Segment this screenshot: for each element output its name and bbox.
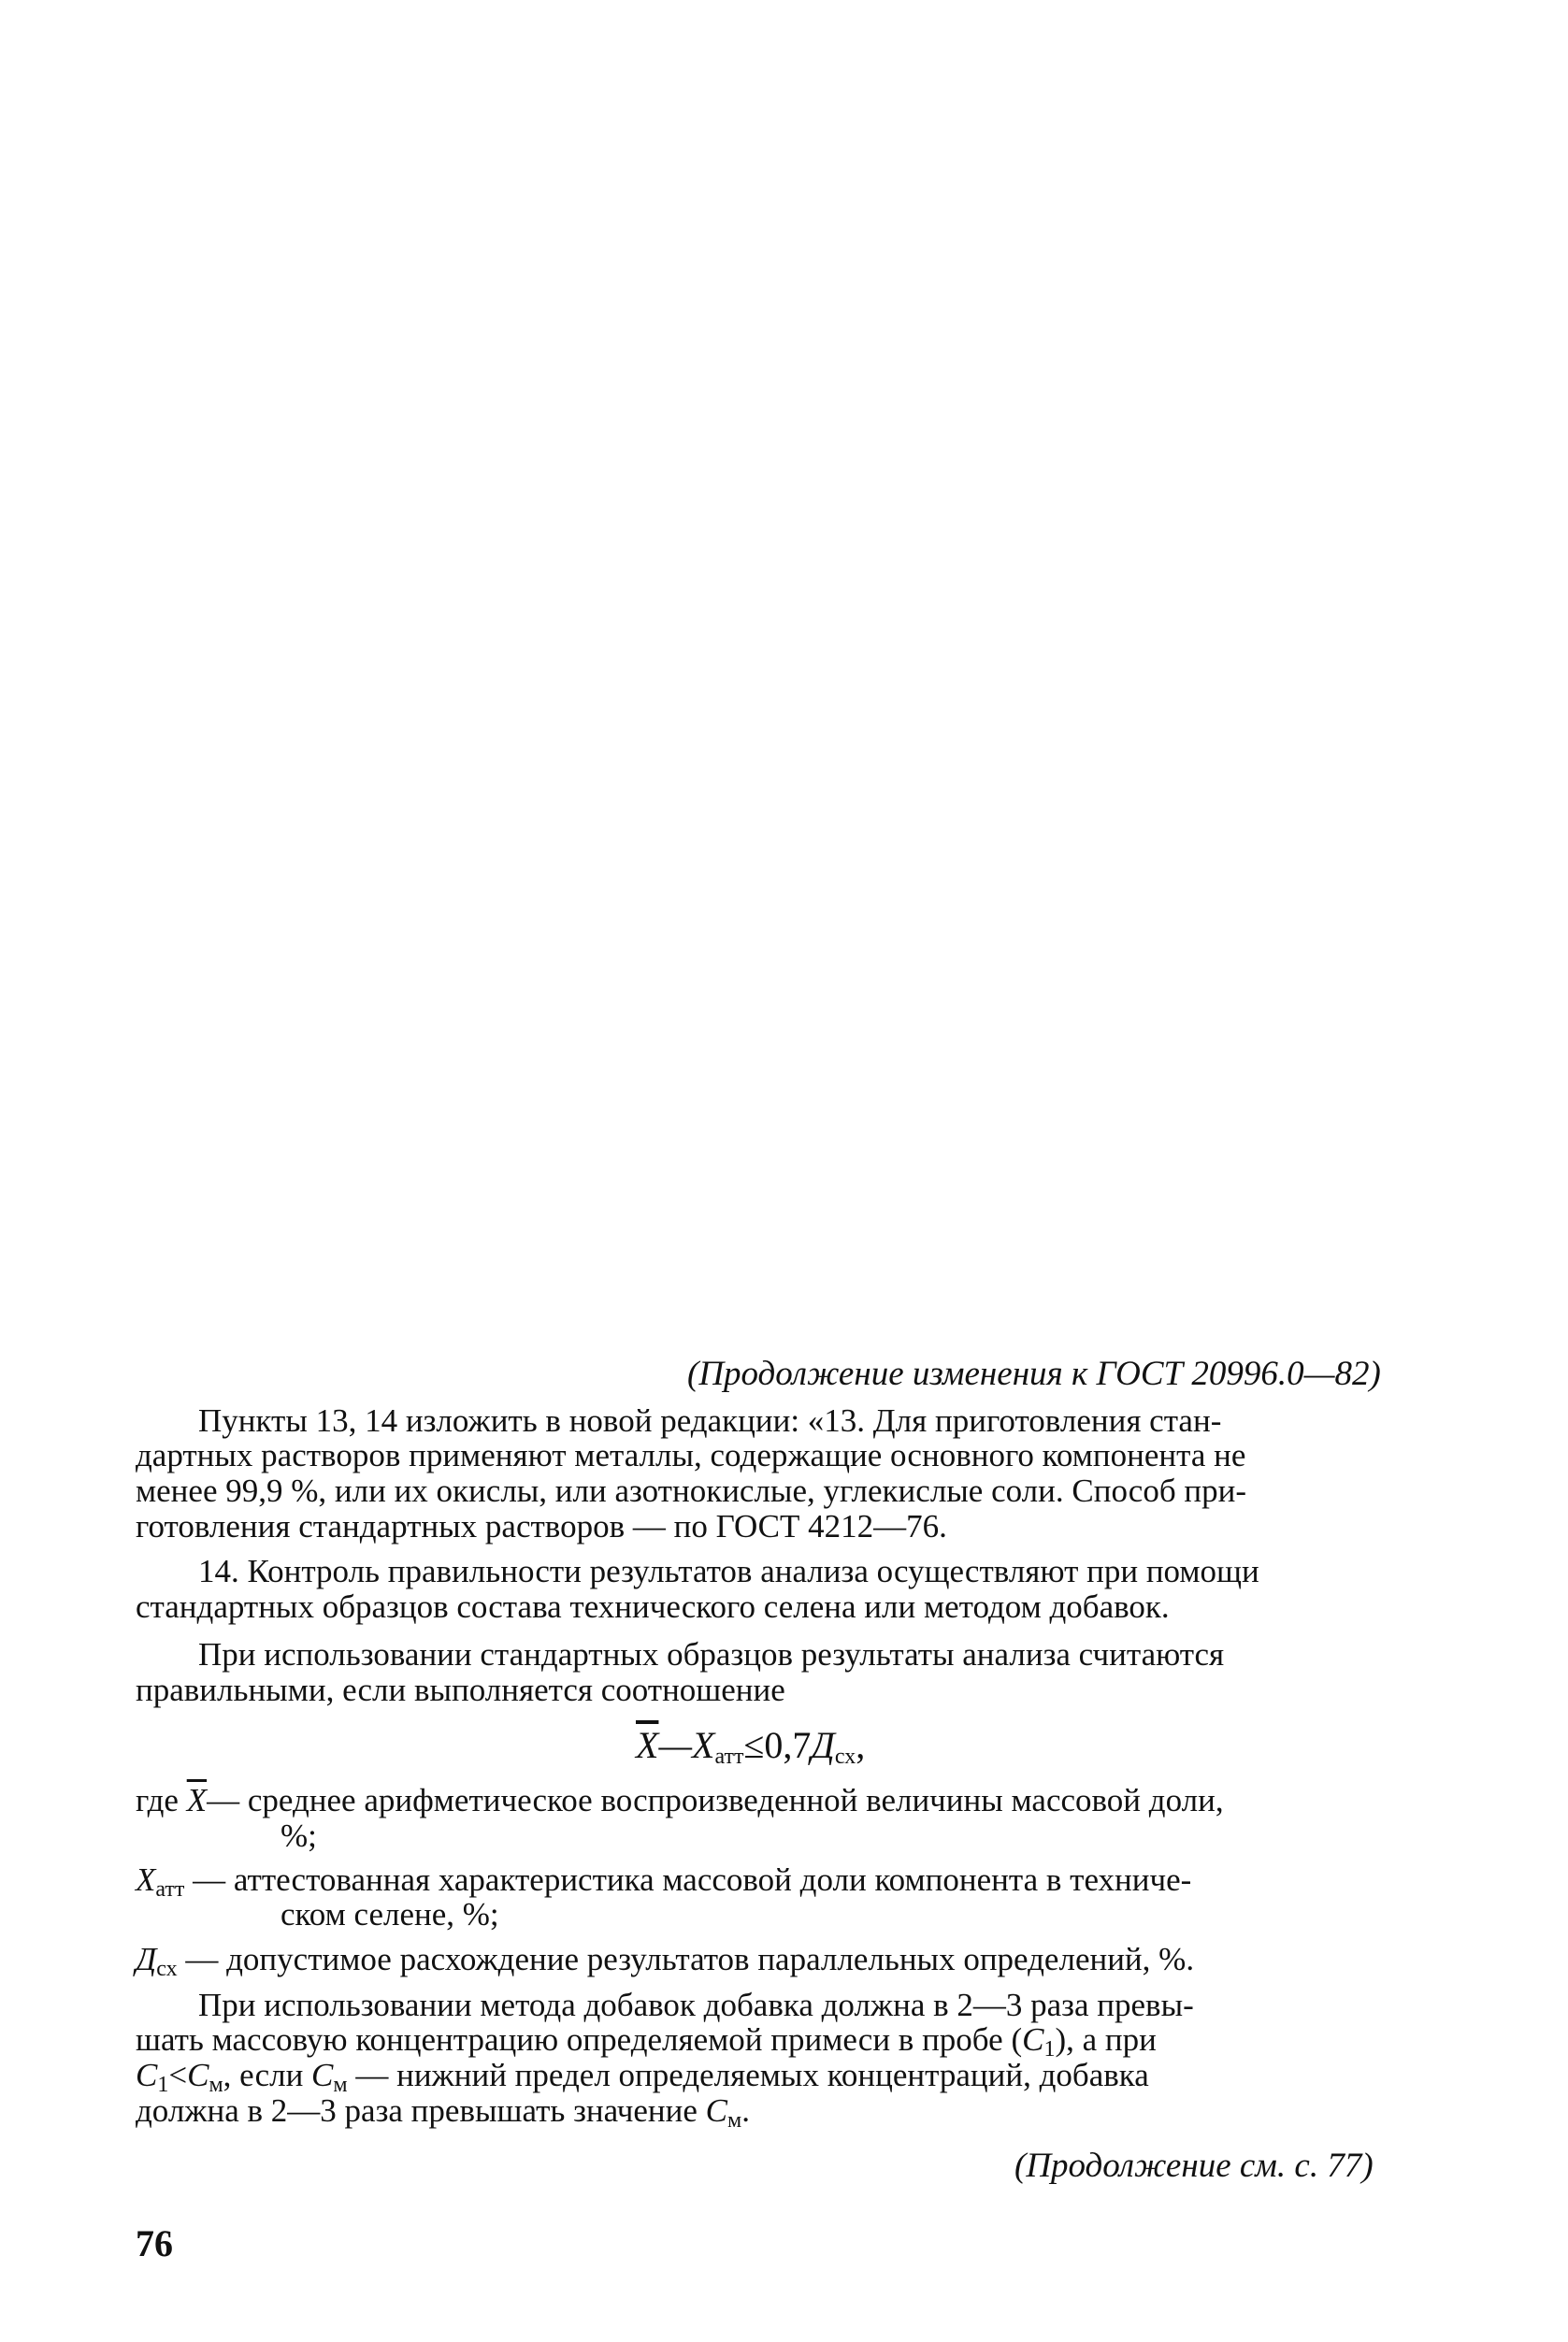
definition-3-sub: сх (156, 1957, 178, 1981)
where-label: где (136, 1782, 179, 1818)
continuation-header: (Продолжение изменения к ГОСТ 20996.0—82) (687, 1355, 1381, 1393)
additive-line-3 (136, 2057, 1149, 2097)
formula-x-att: X (692, 1724, 715, 1766)
formula-x-att-sub: атт (714, 1745, 744, 1769)
formula-d: Д (811, 1724, 835, 1766)
formula-end: , (856, 1724, 866, 1766)
additive-l4-cm: C (705, 2092, 728, 2129)
additive-l3-cm: C (187, 2057, 209, 2093)
additive-l3-cm2-sub: м (333, 2073, 348, 2097)
additive-l3-b: — нижний предел определяемых концентраций, добавка (355, 2057, 1149, 2093)
additive-l4-a: должна в 2—3 раза превышать значение (136, 2092, 698, 2129)
paragraph-13-line-4: готовления стандартных растворов — по ГОСТ 4212—76. (136, 1508, 947, 1545)
continuation-footer: (Продолжение см. с. 77) (1014, 2147, 1374, 2185)
definition-1-text: — среднее арифметическое воспроизведенной величины массовой доли, (207, 1782, 1224, 1818)
paragraph-13-line-3: менее 99,9 %, или их окислы, или азотнокислые, углекислые соли. Способ при- (136, 1473, 1247, 1509)
definition-1-line-1 (136, 1782, 1224, 1819)
formula-x-bar: $\overline{X}$ (636, 1724, 659, 1766)
additive-l3-cm-sub: м (209, 2073, 223, 2097)
additive-line-2 (136, 2021, 1157, 2062)
additive-l3-c1-sub: 1 (157, 2073, 169, 2097)
additive-l3-a: , если (223, 2057, 304, 2093)
additive-c1: C (1022, 2021, 1044, 2058)
formula-relation: ≤0,7 (743, 1724, 812, 1766)
additive-l3-c1: C (136, 2057, 158, 2093)
page-number: 76 (136, 2222, 173, 2264)
definition-2-line-1 (136, 1861, 1192, 1902)
additive-line-2-a: шать массовую концентрацию определяемой примеси в пробе ( (136, 2021, 1023, 2058)
definition-3 (136, 1941, 1195, 1981)
additive-line-4 (136, 2092, 750, 2133)
definition-1-symbol: $\overline{X}$ (186, 1782, 208, 1818)
definition-2-sub: атт (155, 1877, 185, 1902)
definition-2-line-2: ском селене, %; (281, 1896, 499, 1933)
paragraph-13-line-1: Пункты 13, 14 изложить в новой редакции: «13. Для приготовления стан- (198, 1402, 1222, 1439)
additive-l3-cm2: C (311, 2057, 334, 2093)
definition-2-text: — аттестованная характеристика массовой доли компонента в техниче- (193, 1861, 1192, 1898)
formula (636, 1724, 866, 1769)
additive-line-1: При использовании метода добавок добавка должна в 2—3 раза превы- (198, 1987, 1194, 2023)
definition-2-symbol: X (136, 1861, 156, 1898)
additive-l4-cm-sub: м (727, 2108, 742, 2133)
standard-samples-line-2: правильными, если выполняется соотношение (136, 1672, 785, 1708)
standard-samples-line-1: При использовании стандартных образцов результаты анализа считаются (198, 1636, 1225, 1673)
additive-l4-b: . (741, 2092, 750, 2129)
definition-3-text: — допустимое расхождение результатов параллельных определений, %. (185, 1941, 1195, 1977)
additive-c1-sub: 1 (1043, 2037, 1056, 2062)
definition-3-symbol: Д (136, 1941, 157, 1977)
formula-d-sub: сх (834, 1745, 856, 1769)
paragraph-13-line-2: дартных растворов применяют металлы, содержащие основного компонента не (136, 1437, 1246, 1473)
additive-l3-lt: < (168, 2057, 188, 2093)
paragraph-14-line-2: стандартных образцов состава технического селена или методом добавок. (136, 1588, 1170, 1625)
definition-1-line-2: %; (281, 1818, 317, 1854)
additive-line-2-b: ), а при (1055, 2021, 1157, 2058)
paragraph-14-line-1: 14. Контроль правильности результатов анализа осуществляют при помощи (198, 1553, 1259, 1589)
formula-dash: — (658, 1724, 693, 1766)
